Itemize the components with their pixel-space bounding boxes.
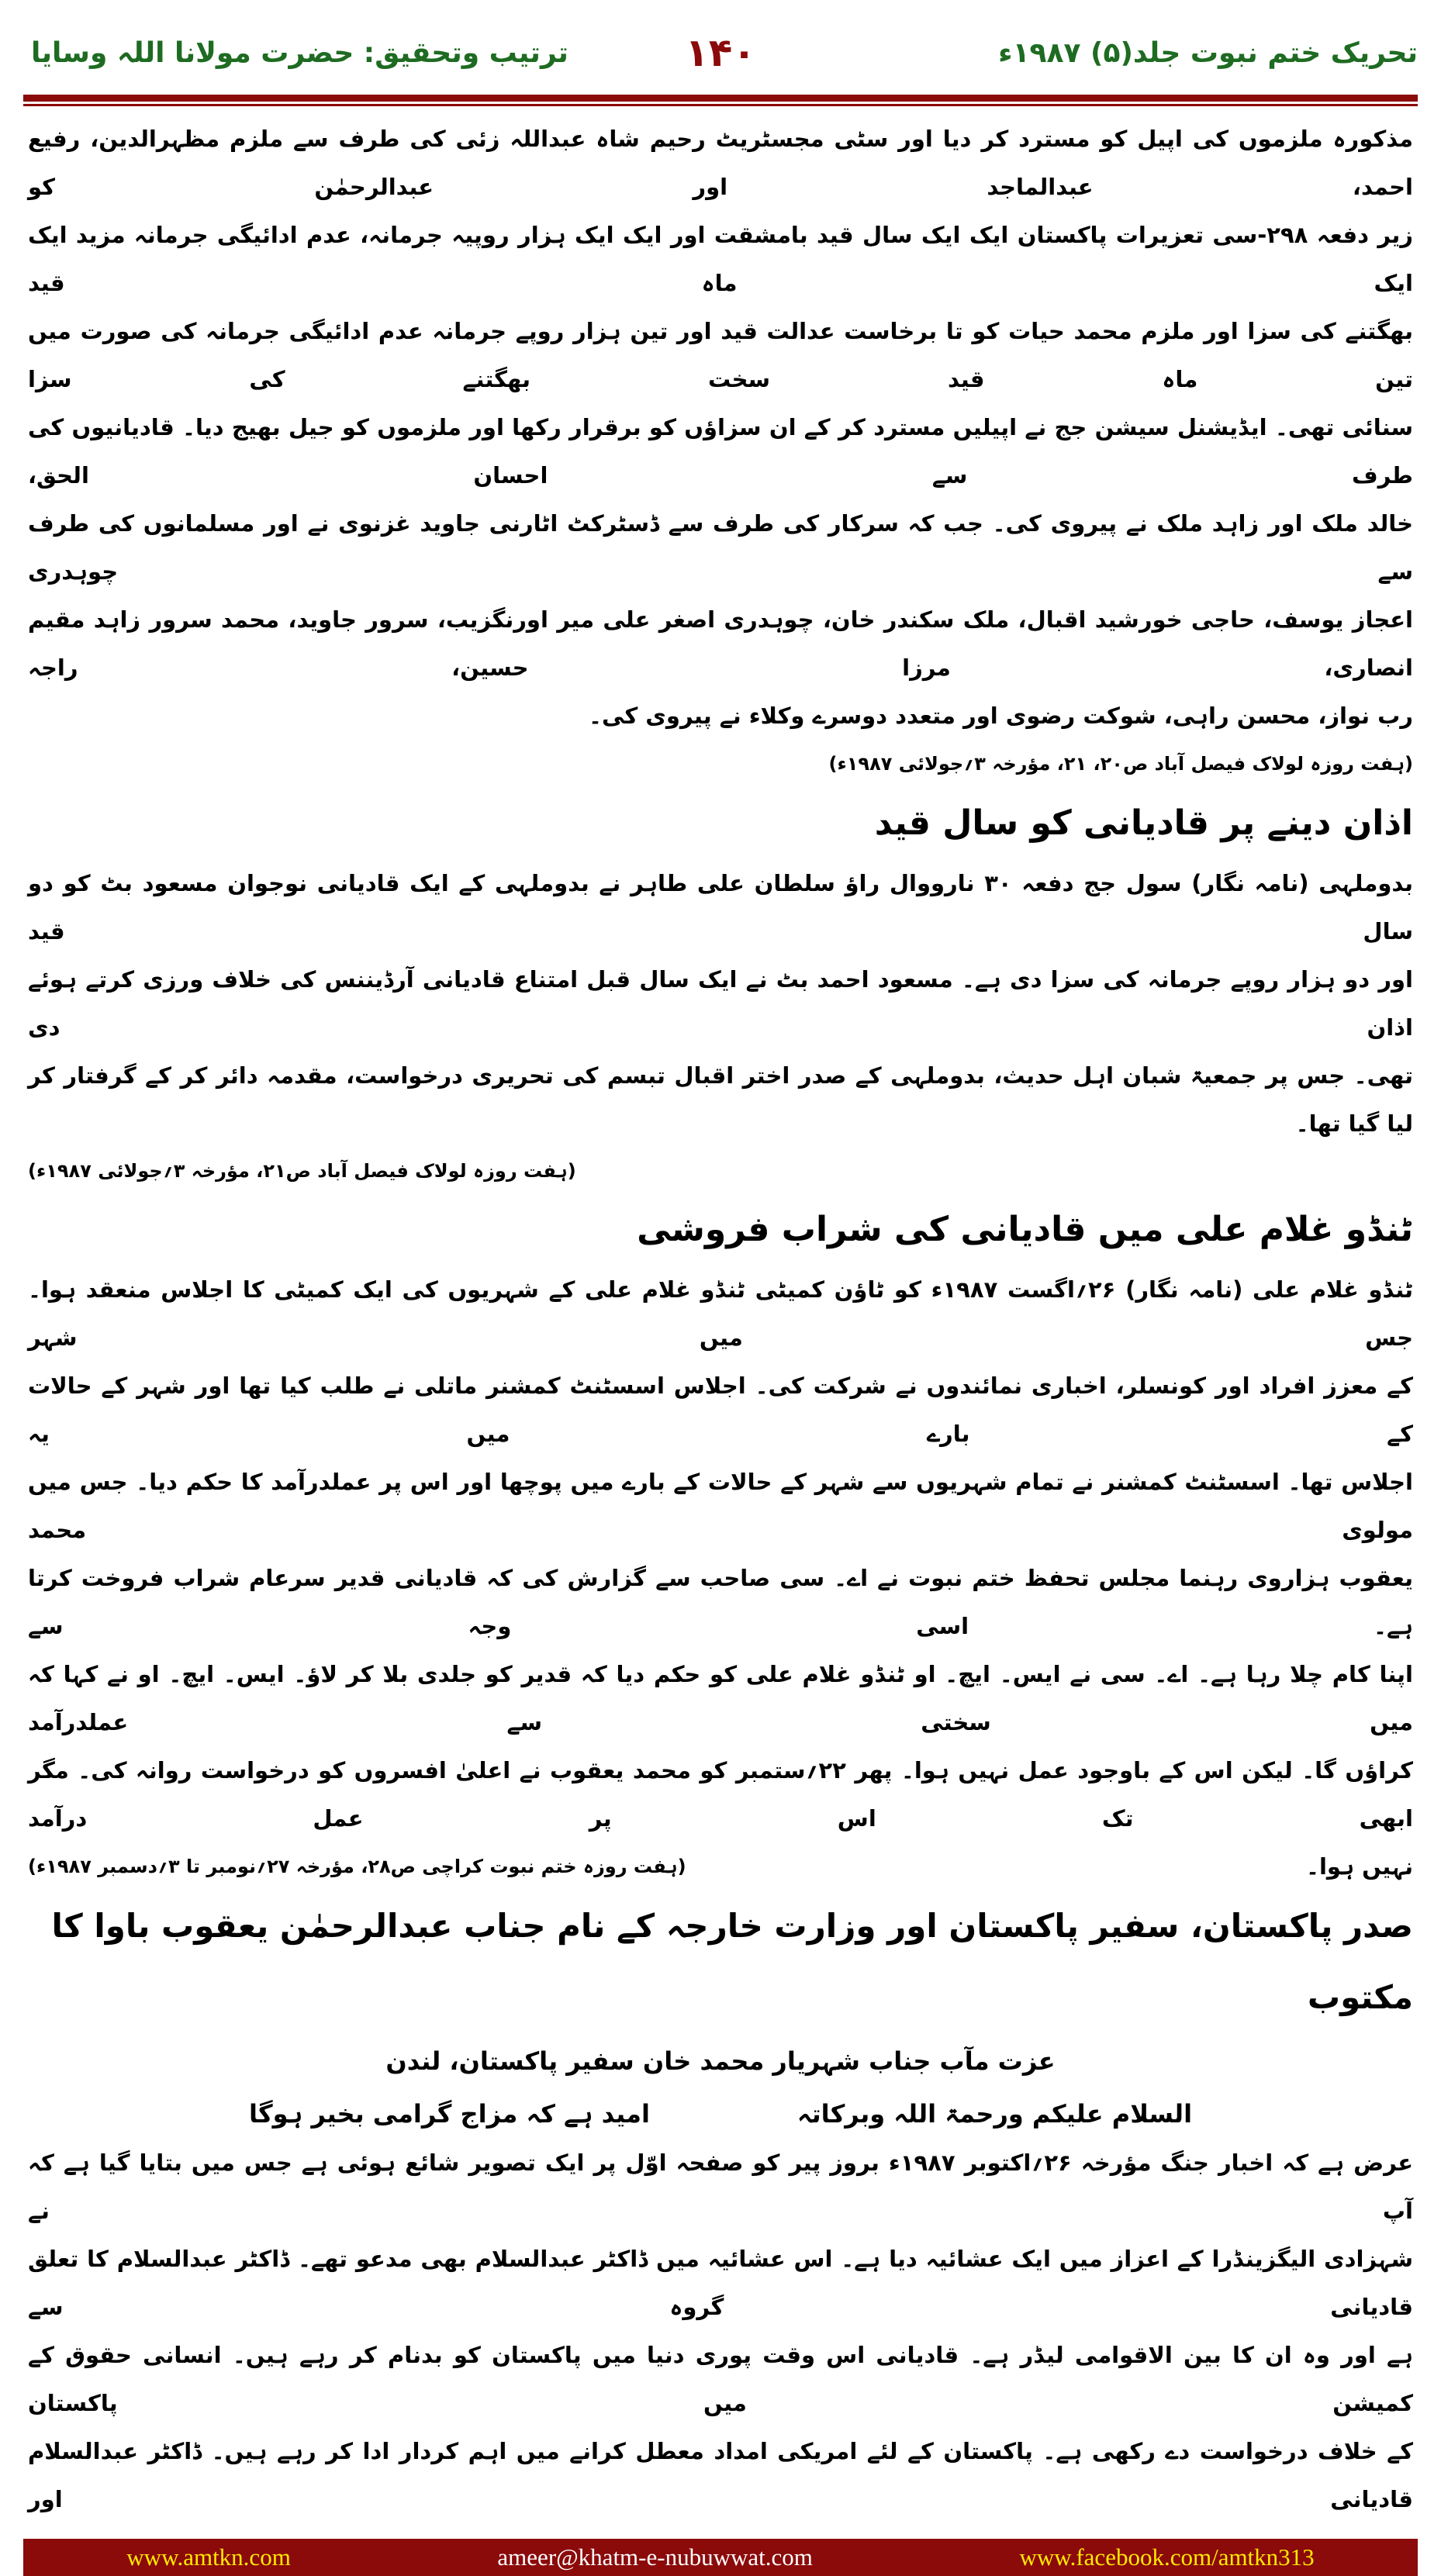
paragraph-line: خالد ملک اور زاہد ملک نے پیروی کی۔ جب کہ سرکار کی طرف سے ڈسٹرکٹ اٹارنی جاوید غزنوی نے اور مسلمانوں کی طرف سے چوہدری [28,510,1413,585]
paragraph-line: بدوملہی (نامہ نگار) سول جج دفعہ ۳۰ نارووال راؤ سلطان علی طاہر نے بدوملہی کے ایک قادیانی نوجوان مسعود بٹ کو دو سال قید [28,870,1413,944]
page-header [0,0,1441,115]
citation: (ہفت روزہ لولاک فیصل آباد ص۲۱، مؤرخہ ۳؍جولائی ۱۹۸۷ء) [28,1160,576,1182]
footer-email-link[interactable]: ameer@khatm-e-nubuwwat.com [497,2543,813,2571]
section-heading: ٹنڈو غلام علی میں قادیانی کی شراب فروشی [637,1210,1413,1249]
paragraph-line: کراؤں گا۔ لیکن اس کے باوجود عمل نہیں ہوا۔ پھر ۲۲؍ستمبر کو محمد یعقوب نے اعلیٰ افسروں کو درخواست روانہ کی۔ مگر ابھی تک اس پر عمل درآمد [28,1757,1413,1832]
paragraph-line: اعجاز یوسف، حاجی خورشید اقبال، ملک سکندر خان، چوہدری اصغر علی میر اورنگزیب، سرور جاوید، محمد سرور زاہد مقیم انصاری، مرزا حسین، راجہ [28,606,1413,681]
footer-facebook-link[interactable]: www.facebook.com/amtkn313 [1019,2543,1315,2571]
paragraph-line: سنائی تھی۔ ایڈیشنل سیشن جج نے اپیلیں مسترد کر کے ان سزاؤں کو برقرار رکھا اور ملزموں کو جیل بھیج دیا۔ قادیانیوں کی طرف سے احسان الحق، [28,414,1413,489]
paragraph-last-line-with-citation [28,692,1413,788]
letter-greeting-row [28,2089,1413,2139]
section-heading: اذان دینے پر قادیانی کو سال قید [874,803,1413,843]
footer-website-link[interactable]: www.amtkn.com [126,2543,291,2571]
paragraph-line: رب نواز، محسن راہی، شوکت رضوی اور متعدد دوسرے وکلاء نے پیروی کی۔ [588,703,1413,729]
letter-salutation: السلام علیکم ورحمۃ اللہ وبرکاتہ [797,2099,1193,2129]
section-letter [28,1891,1413,2523]
footer-bar [23,2539,1418,2576]
header-rule-thin [23,104,1418,106]
paragraph-line: نہیں ہوا۔ [1305,1853,1413,1880]
book-title: تحریک ختم نبوت جلد(۵) ۱۹۸۷ء [998,36,1418,69]
paragraph-line: اپنا کام چلا رہا ہے۔ اے۔ سی نے ایس۔ ایچ۔ او ٹنڈو غلام علی کو حکم دیا کہ قدیر کو جلدی بلا کر لاؤ۔ ایس۔ ایچ۔ او نے کہا کہ میں سختی سے عملدرآمد [28,1661,1413,1735]
compiler-credit: ترتیب وتحقیق: حضرت مولانا اللہ وسایا [31,36,568,69]
paragraph-line: زیر دفعہ ۲۹۸-سی تعزیرات پاکستان ایک ایک سال قید بامشقت اور ایک ایک ہزار روپیہ جرمانہ، عدم ادائیگی جرمانہ مزید ایک ایک ماہ قید [28,222,1413,296]
paragraph-line: کے خلاف درخواست دے رکھی ہے۔ پاکستان کے لئے امریکی امداد معطل کرانے میں اہم کردار ادا کر رہے ہیں۔ ڈاکٹر عبدالسلام قادیانی اور [28,2438,1413,2512]
page-content [28,115,1413,2523]
paragraph-line: یعقوب ہزاروی رہنما مجلس تحفظ ختم نبوت نے اے۔ سی صاحب سے گزارش کی کہ قادیانی قدیر سرعام شراب فروخت کرتا ہے۔ اسی وجہ سے [28,1565,1413,1639]
paragraph-line: اجلاس تھا۔ اسسٹنٹ کمشنر نے تمام شہریوں سے شہر کے حالات کے بارے میں پوچھا اور اس پر عملدرآمد کا حکم دیا۔ جس میں مولوی محمد [28,1469,1413,1543]
paragraph-line: ہے اور وہ ان کا بین الاقوامی لیڈر ہے۔ قادیانی اس وقت پوری دنیا میں پاکستان کو بدنام کر رہے ہیں۔ انسانی حقوق کے کمیشن میں پاکستان [28,2342,1413,2416]
paragraph-line: تھی۔ جس پر جمعیۃ شبان اہل حدیث، بدوملہی کے صدر اختر اقبال تبسم کی تحریری درخواست، مقدمہ دائر کر کے گرفتار کر لیا گیا تھا۔ [28,1062,1413,1137]
paragraph-line: عرض ہے کہ اخبار جنگ مؤرخہ ۲۶؍اکتوبر ۱۹۸۷ء بروز پیر کو صفحہ اوّل پر ایک تصویر شائع ہوئی ہے جس میں بتایا گیا ہے کہ آپ نے [28,2150,1414,2224]
section-court-appeal [28,115,1413,788]
paragraph-last-line-with-citation [28,1842,1413,1891]
paragraph-line: مذکورہ ملزموں کی اپیل کو مسترد کر دیا اور سٹی مجسٹریٹ رحیم شاہ عبداللہ زئی کی طرف سے ملزم مظہرالدین، رفیع احمد، عبدالماجد اور عبدالرحمٰن کو [28,126,1413,200]
paragraph-line: بھگتنے کی سزا اور ملزم محمد حیات کو تا برخاست عدالت قید اور تین ہزار روپے جرمانہ عدم ادائیگی جرمانہ کی صورت میں تین ماہ قید سخت بھگتنے کی سزا [28,318,1413,392]
paragraph-line: شہزادی الیگزینڈرا کے اعزاز میں ایک عشائیہ دیا ہے۔ اس عشائیہ میں ڈاکٹر عبدالسلام بھی مدعو تھے۔ ڈاکٹر عبدالسلام کا تعلق قادیانی گروہ سے [28,2246,1413,2320]
letter-addressee: عزت مآب جناب شہریار محمد خان سفیر پاکستان، لندن [385,2046,1056,2076]
header-rule-thick [23,95,1418,102]
citation: (ہفت روزہ لولاک فیصل آباد ص۲۰، ۲۱، مؤرخہ ۳؍جولائی ۱۹۸۷ء) [828,753,1413,775]
citation-row [28,1148,1413,1194]
paragraph-line: اور دو ہزار روپے جرمانہ کی سزا دی ہے۔ مسعود احمد بٹ نے ایک سال قبل امتناع قادیانی آرڈیننس کی خلاف ورزی کرتے ہوئے اذان دی [28,966,1413,1041]
section-heading: صدر پاکستان، سفیر پاکستان اور وزارت خارجہ کے نام جناب عبدالرحمٰن یعقوب باوا کا مکتوب [51,1907,1413,2016]
section-azan-sentence [28,788,1413,1194]
footer-container [0,2523,1441,2576]
letter-wish: امید ہے کہ مزاج گرامی بخیر ہوگا [248,2099,650,2129]
citation: (ہفت روزہ ختم نبوت کراچی ص۲۸، مؤرخہ ۲۷؍نومبر تا ۳؍دسمبر ۱۹۸۷ء) [28,1856,686,1877]
paragraph-line: کے معزز افراد اور کونسلر، اخباری نمائندوں نے شرکت کی۔ اجلاس اسسٹنٹ کمشنر ماتلی نے طلب کیا تھا اور شہر کے حالات کے بارے میں یہ [28,1373,1413,1447]
page-number: ۱۴۰ [685,30,756,75]
section-tando-ghulam-ali [28,1194,1413,1891]
paragraph-line: ٹنڈو غلام علی (نامہ نگار) ۲۶؍اگست ۱۹۸۷ء کو ٹاؤن کمیٹی ٹنڈو غلام علی کے شہریوں کی ایک کمیٹی کا اجلاس منعقد ہوا۔ جس میں شہر [28,1276,1413,1351]
